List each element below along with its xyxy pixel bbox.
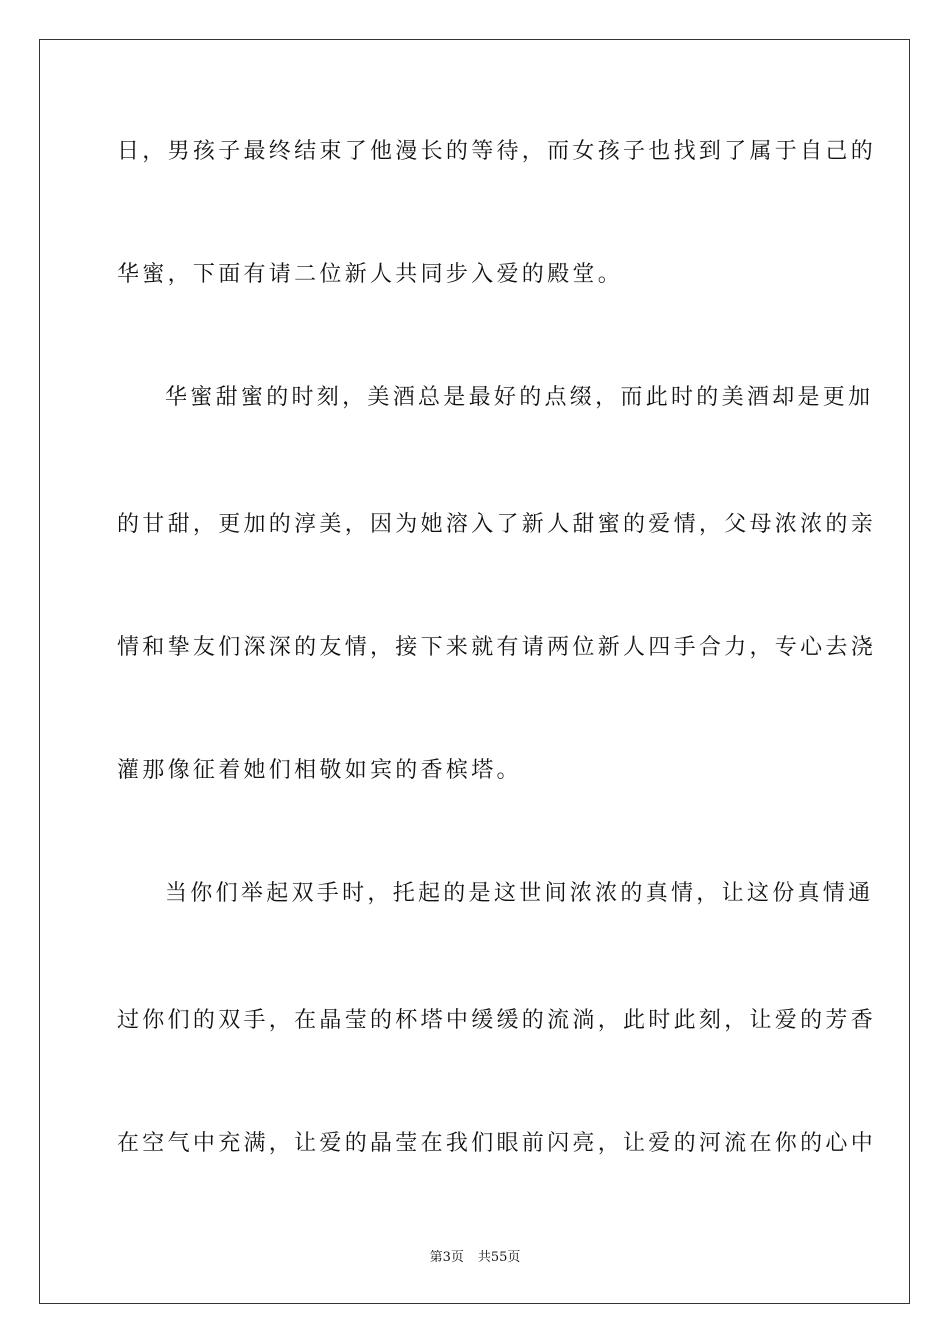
body-line-5: 情和挚友们深深的友情，接下来就有请两位新人四手合力，专心去浇 [117, 635, 877, 660]
body-line-4: 的甘甜，更加的淳美，因为她溶入了新人甜蜜的爱情，父母浓浓的亲 [117, 512, 877, 537]
body-line-3: 华蜜甜蜜的时刻，美酒总是最好的点缀，而此时的美酒却是更加 [165, 385, 874, 410]
body-line-8: 过你们的双手，在晶莹的杯塔中缓缓的流淌，此时此刻，让爱的芳香 [117, 1008, 877, 1033]
body-line-9: 在空气中充满，让爱的晶莹在我们眼前闪亮，让爱的河流在你的心中 [117, 1131, 877, 1156]
body-line-2: 华蜜，下面有请二位新人共同步入爱的殿堂。 [117, 262, 624, 287]
body-line-6: 灌那像征着她们相敬如宾的香槟塔。 [117, 758, 522, 783]
body-line-1: 日，男孩子最终结束了他漫长的等待，而女孩子也找到了属于自己的 [117, 139, 877, 164]
page-total: 共55页 [477, 1250, 521, 1265]
body-line-7: 当你们举起双手时，托起的是这世间浓浓的真情，让这份真情通 [165, 881, 874, 906]
page-footer [0, 1246, 950, 1265]
page-border [39, 39, 910, 1304]
page-number: 第3页 [429, 1250, 464, 1265]
